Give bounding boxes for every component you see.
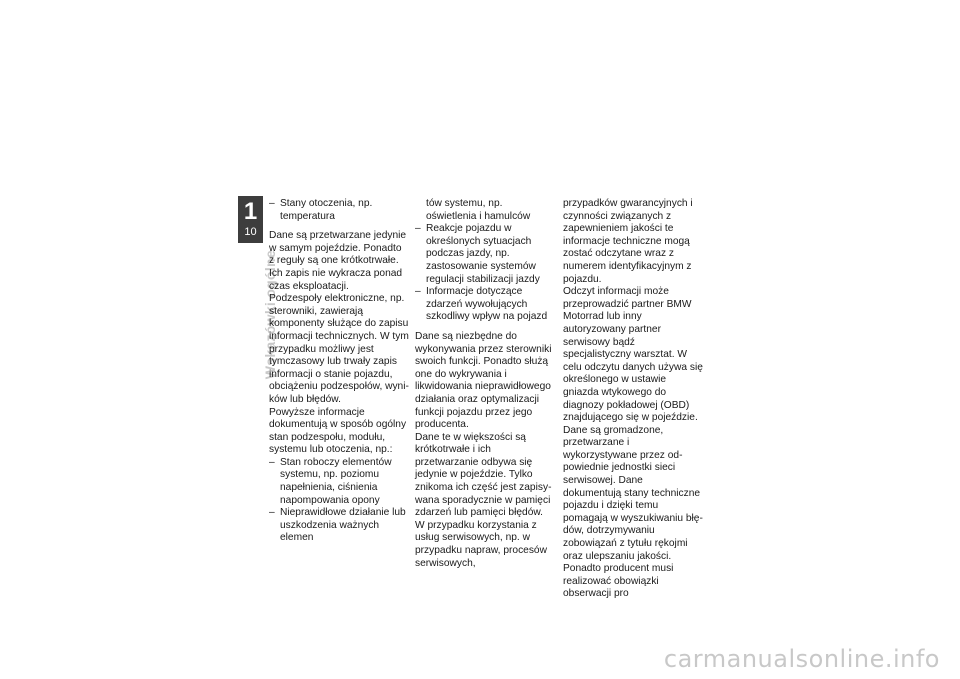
watermark: carmanualsonline.info <box>663 645 940 673</box>
paragraph: Ponadto producent musi realizować obowiązki obserwacji pro <box>563 563 674 600</box>
paragraph: Dane są gromadzone, przetwarzane i wykorzystywane przez odpowiednie jednostki sieci serwisowej. Dane dokumentują stany techniczne pojazdu i dzięki temu pomagają w wyszukiwaniu błędów, dotrzymywaniu zobowiązań z tytułu rękojmi oraz ulepszaniu jakości. <box>563 424 703 562</box>
list-item: – Stan roboczy elementów systemu, np. poziomu napełnienia, ciśnienia napompowania opony <box>269 457 409 507</box>
text-column-3 <box>563 198 703 601</box>
bullet-list <box>269 198 409 223</box>
paragraph: Dane są przetwarzane jedynie w samym pojeździe. Ponadto z reguły są one krótkotrwałe. Ich zapis nie wykracza ponad czas eksploatacji. <box>269 230 407 292</box>
paragraph: Podzespoły elektroniczne, np. sterowniki, zawierają komponenty służące do zapisu informacji technicznych. W tym przypadku możliwy jest tymczasowy lub trwały zapis informacji o stanie pojazdu, obciążeniu podzespołów, wyników lub błędów. <box>269 293 409 405</box>
page-number: 10 <box>244 226 257 238</box>
chapter-badge <box>238 196 263 243</box>
list-item: – Informacje dotyczące zdarzeń wywołujących szkodliwy wpływ na pojazd <box>415 286 555 324</box>
paragraph: przypadków gwarancyjnych i czynności związanych z zapewnieniem jakości te informacje techniczne mogą zostać odczytane wraz z numerem identyfikacyjnym z pojazdu. <box>563 198 693 285</box>
list-item: – Nieprawidłowe działanie lub uszkodzenia ważnych elemen <box>269 507 409 545</box>
text-column-2 <box>415 198 555 570</box>
chapter-title: Wskazówki ogólne <box>262 250 278 380</box>
paragraph: W przypadku korzystania z usług serwisowych, np. w przypadku napraw, procesów serwisowych, <box>415 519 547 569</box>
list-item: – Stany otoczenia, np. temperatura <box>269 198 409 223</box>
bullet-list <box>415 198 555 324</box>
paragraph: Dane są niezbędne do wykonywania przez sterowniki swoich funkcji. Ponadto służą one do wykrywania i likwidowania nieprawidłowego działania oraz optymalizacji funkcji pojazdu przez jego producenta. <box>415 330 552 431</box>
paragraph: Dane te w większości są krótkotrwałe i ich przetwarzanie odbywa się jedynie w pojeździe. Tylko znikoma ich część jest zapisywana sporadycznie w pamięci zdarzeń lub pamięci błędów. <box>415 431 552 519</box>
list-item: – Reakcje pojazdu w określonych sytuacjach podczas jazdy, np. zastosowanie systemów regulacji stabilizacji jazdy <box>415 223 555 286</box>
list-item: tów systemu, np. oświetlenia i hamulców <box>426 198 531 222</box>
text-column-1 <box>269 198 409 545</box>
chapter-number: 1 <box>243 198 258 225</box>
bullet-list <box>269 457 409 545</box>
paragraph: Odczyt informacji może przeprowadzić partner BMW Motorrad lub inny autoryzowany partner serwisowy bądź specjalistyczny warsztat. W celu odczytu danych używa się określonego w ustawie gniazda wtykowego do diagnozy pokładowej (OBD) znajdującego się w pojeździe. <box>563 286 703 424</box>
paragraph: Powyższe informacje dokumentują w sposób ogólny stan podzespołu, modułu, systemu lub otoczenia, np.: <box>269 406 407 456</box>
